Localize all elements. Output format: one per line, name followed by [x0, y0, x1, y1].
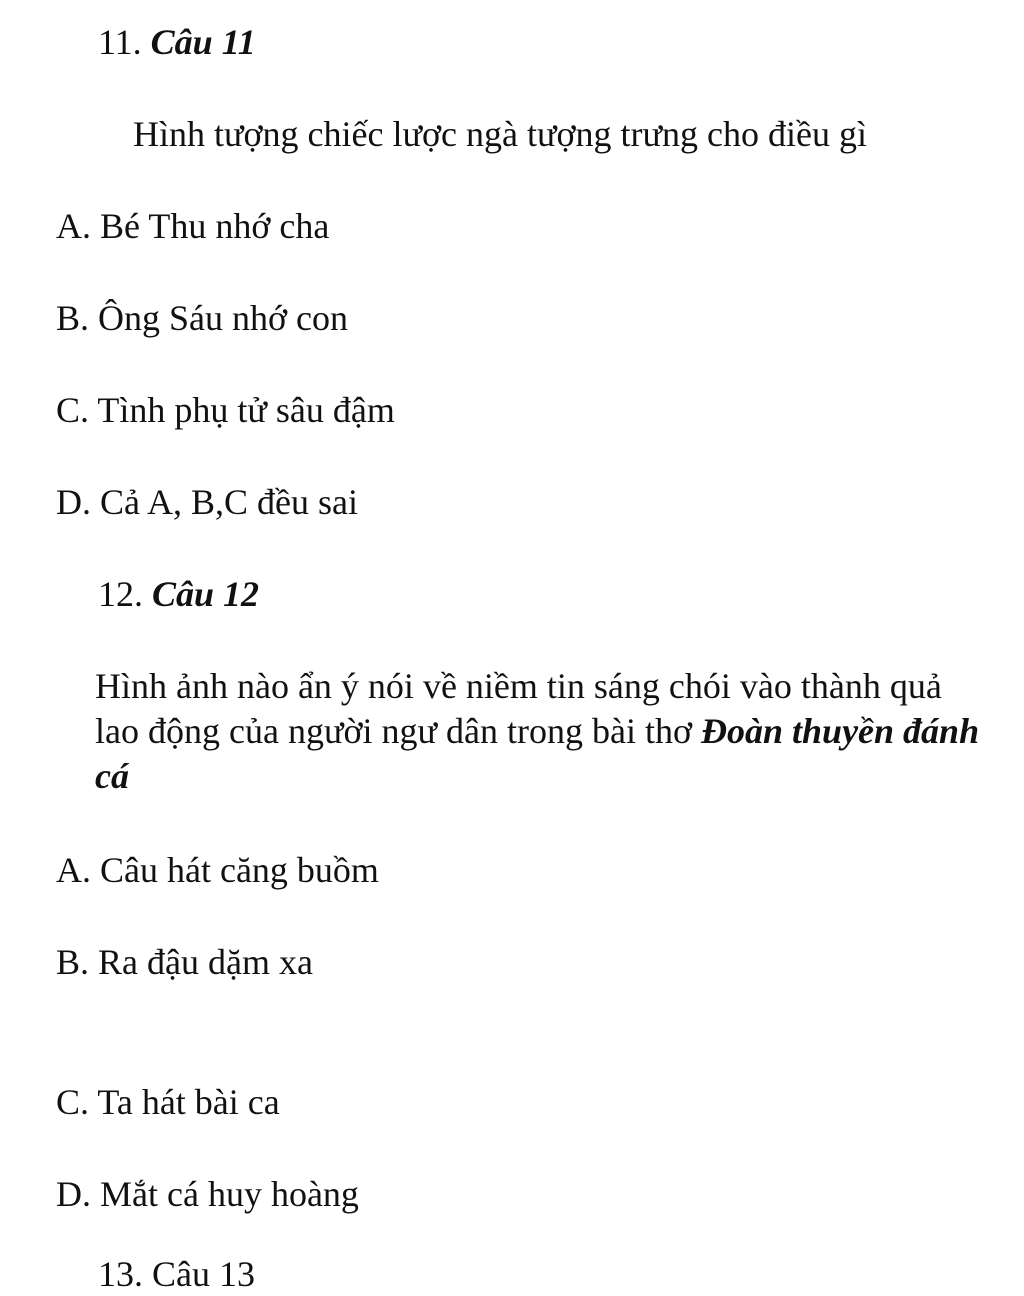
question-12-heading [98, 572, 259, 616]
question-11-number: 11. [98, 22, 142, 62]
question-12-stem [95, 664, 985, 799]
question-12-stem-text: Hình ảnh nào ẩn ý nói về niềm tin sáng chói vào thành quả lao động của người ngư dân trong bài thơ [95, 666, 942, 751]
question-11-option-d[interactable]: D. Cả A, B,C đều sai [56, 482, 358, 522]
question-11-title: Câu 11 [150, 22, 256, 62]
poem-title: Đoàn thuyền đánh cá [95, 711, 980, 796]
question-11-option-b[interactable]: B. Ông Sáu nhớ con [56, 298, 349, 338]
question-11-option-c[interactable]: C. Tình phụ tử sâu đậm [56, 390, 395, 430]
question-11-option-a[interactable]: A. Bé Thu nhớ cha [56, 206, 330, 246]
question-12-option-b[interactable]: B. Ra đậu dặm xa [56, 942, 313, 982]
question-12-option-d[interactable]: D. Mắt cá huy hoàng [56, 1174, 359, 1214]
question-11-stem: Hình tượng chiếc lược ngà tượng trưng cho điều gì [133, 114, 868, 154]
question-12-title: Câu 12 [152, 574, 260, 614]
question-12-number: 12. [98, 574, 143, 614]
question-13-heading-partial: 13. Câu 13 [98, 1254, 255, 1294]
question-12-option-c[interactable]: C. Ta hát bài ca [56, 1082, 280, 1122]
question-11-heading [98, 20, 256, 64]
question-12-option-a[interactable]: A. Câu hát căng buồm [56, 850, 379, 890]
